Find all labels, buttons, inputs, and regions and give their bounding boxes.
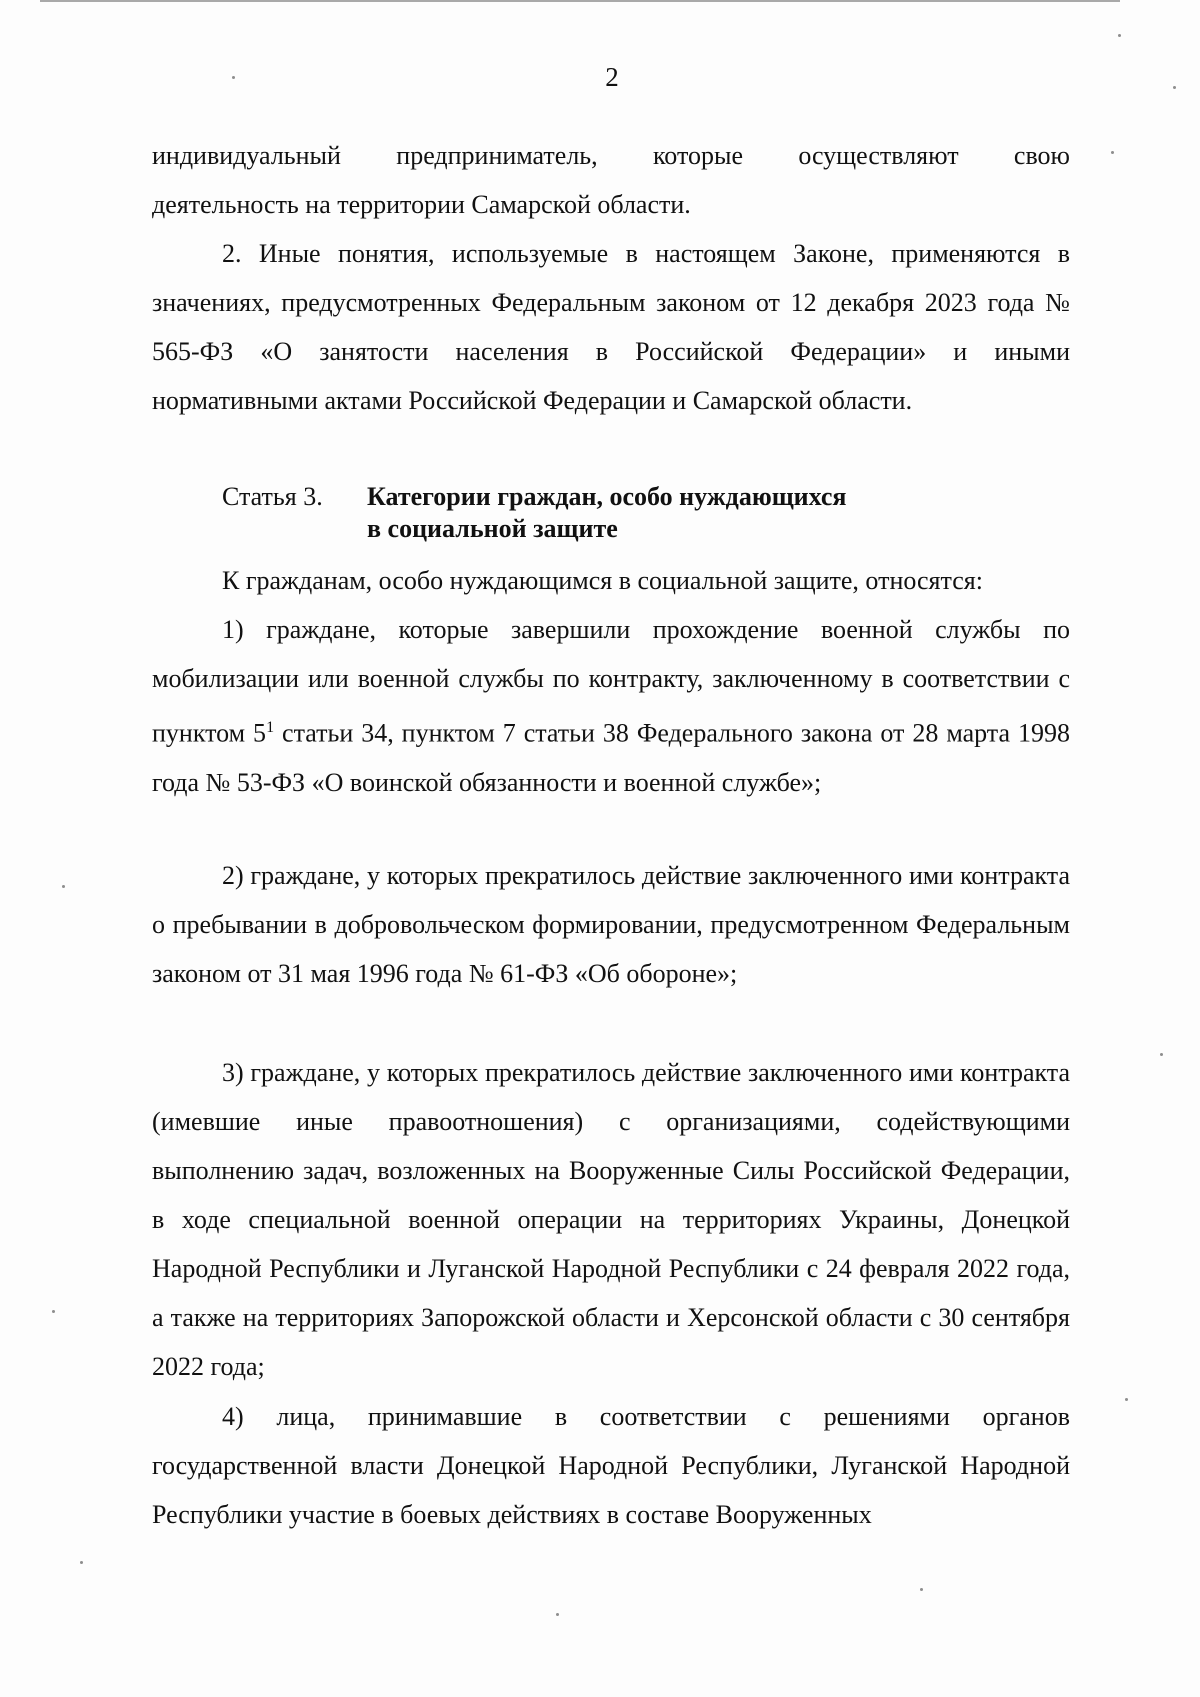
list-item-4: 4) лица, принимавшие в соответствии с решениями органов государственной власти Донецкой Народной Республики, Луганской Народной Республики участие в боевых действиях в составе Вооруженных <box>152 1402 1070 1529</box>
article-number: Статья 3. <box>222 482 323 511</box>
item-1-text: 1) граждане, которые завершили прохождение военной службы по мобилизации или военной службы по контракту, заключенному в соответствии с пунктом 5 <box>152 615 1070 748</box>
article-intro: К гражданам, особо нуждающимся в социальной защите, относятся: <box>222 566 983 595</box>
scan-speck <box>1111 151 1114 154</box>
scan-speck <box>80 1561 83 1564</box>
scan-speck <box>920 1588 923 1591</box>
article-title <box>367 481 846 545</box>
scan-speck <box>556 1613 559 1616</box>
word: индивидуальный <box>152 141 341 170</box>
scan-speck <box>62 885 65 888</box>
item-1-text-cont: статьи 34, пунктом 7 статьи 38 Федерального закона от 28 марта 1998 года № 53-ФЗ «О воинской обязанности и военной службе»; <box>152 718 1070 797</box>
word: свою <box>1013 141 1070 170</box>
article-title-line-1: Категории граждан, особо нуждающихся <box>367 482 847 511</box>
scan-speck <box>1118 34 1121 37</box>
scan-speck <box>1160 1053 1163 1056</box>
scan-speck <box>1125 1398 1128 1401</box>
list-item-1 <box>152 605 1070 807</box>
scan-speck <box>232 76 235 79</box>
article-title-line-2: в социальной защите <box>367 514 618 543</box>
scan-speck <box>1173 86 1176 89</box>
list-item-3: 3) граждане, у которых прекратилось действие заключенного ими контракта (имевшие иные правоотношения) с организациями, содействующими выполнению задач, возложенных на Вооруженные Силы Российской Федерации, в ходе специальной военной операции на территориях Украины, Донецкой Народной Республики и Луганской Народной Республики с 24 февраля 2022 года, а также на территориях Запорожской области и Херсонской области с 30 сентября 2022 года; <box>152 1058 1070 1381</box>
list-item-2: 2) граждане, у которых прекратилось действие заключенного ими контракта о пребывании в добровольческом формировании, предусмотренном Федеральным законом от 31 мая 1996 года № 61-ФЗ «Об обороне»; <box>152 861 1070 988</box>
scan-speck <box>52 1310 55 1313</box>
text-line-1 <box>152 131 1070 180</box>
text-line-2: деятельность на территории Самарской области. <box>152 190 691 219</box>
word: которые <box>652 141 743 170</box>
paragraph-2: 2. Иные понятия, используемые в настоящем Законе, применяются в значениях, предусмотренных Федеральным законом от 12 декабря 2023 года № 565-ФЗ «О занятости населения в Российской Федерации» и иными нормативными актами Российской Федерации и Самарской области. <box>152 239 1070 415</box>
superscript: 1 <box>266 719 275 736</box>
scan-top-edge <box>40 0 1120 2</box>
word: предприниматель, <box>396 141 598 170</box>
page-number: 2 <box>605 62 619 92</box>
word: осуществляют <box>798 141 959 170</box>
